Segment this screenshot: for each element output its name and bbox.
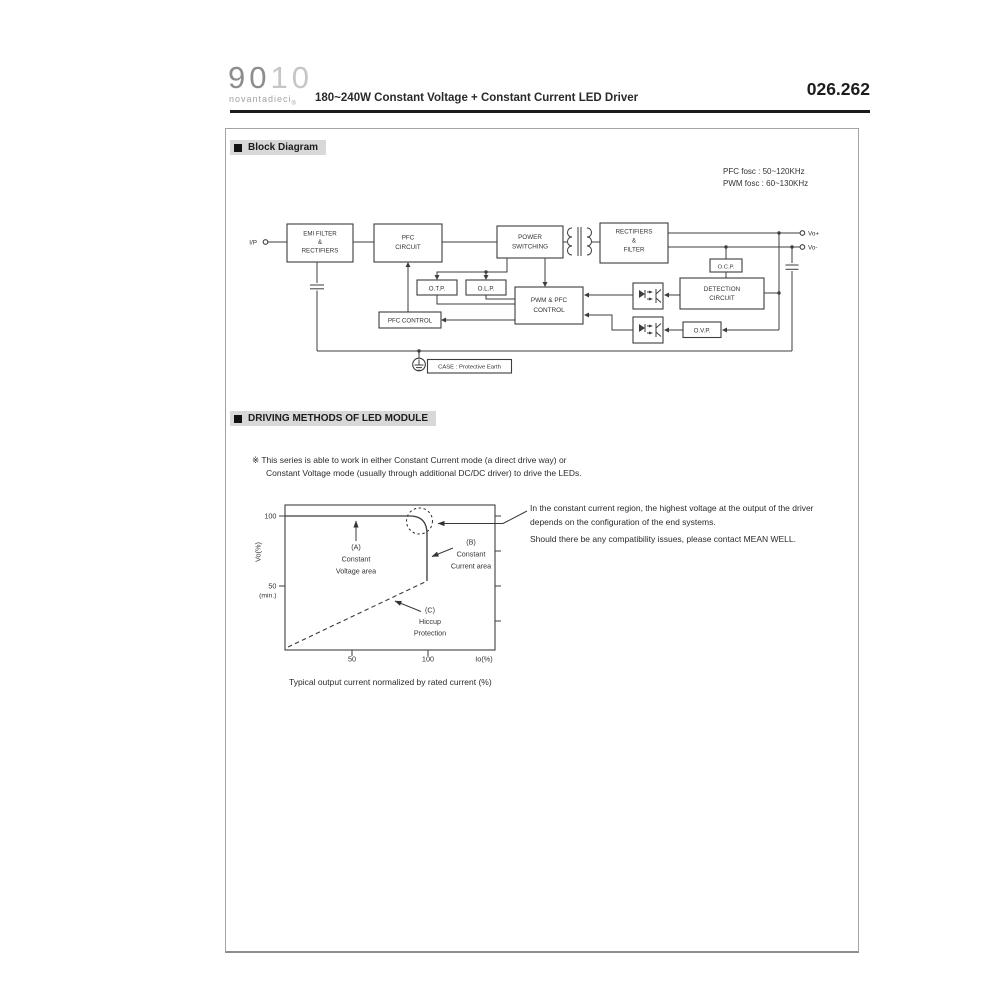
transition-dotted-circle bbox=[407, 508, 433, 534]
x-tick-100: 100 bbox=[421, 654, 435, 664]
arrowhead bbox=[584, 313, 589, 318]
junction-dot bbox=[777, 231, 780, 234]
section-heading-block-diagram bbox=[230, 140, 326, 155]
header-rule bbox=[230, 110, 870, 113]
y-capacitor-icon bbox=[310, 262, 324, 351]
driving-note-line-1: ※ This series is able to work in either Constant Current mode (a direct drive way) or bbox=[252, 455, 567, 465]
earth-label-box bbox=[428, 360, 512, 374]
vo-plus-terminal bbox=[800, 231, 805, 236]
note-marker: ※ bbox=[252, 455, 260, 465]
svg-text:Constant: Constant bbox=[341, 554, 371, 564]
block-ocp bbox=[710, 247, 742, 278]
svg-text:Voltage area: Voltage area bbox=[335, 566, 377, 576]
block-rectifiers-filter bbox=[600, 223, 668, 263]
svg-text:Hiccup: Hiccup bbox=[419, 617, 441, 626]
y-tick-50: 50 bbox=[268, 581, 277, 591]
annotation-a: (A) bbox=[351, 542, 361, 552]
arrowhead bbox=[664, 328, 669, 333]
y-axis-ticks bbox=[279, 516, 285, 586]
arrowhead bbox=[543, 282, 548, 287]
junction-dot bbox=[724, 245, 727, 248]
svg-text:RECTIFIERS: RECTIFIERS bbox=[301, 247, 339, 255]
junction-dot bbox=[777, 291, 780, 294]
output-capacitor-icon bbox=[786, 247, 799, 351]
svg-text:FILTER: FILTER bbox=[623, 246, 645, 254]
annotation-c: (C) bbox=[425, 605, 435, 615]
svg-text:CASE : Protective Earth: CASE : Protective Earth bbox=[438, 364, 501, 371]
section-heading-label: Block Diagram bbox=[248, 142, 319, 153]
chart-caption: Typical output current normalized by rated current (%) bbox=[289, 677, 492, 687]
junction-dot bbox=[417, 349, 420, 352]
svg-text:CONTROL: CONTROL bbox=[533, 307, 565, 314]
svg-text:POWER: POWER bbox=[518, 234, 542, 241]
vo-minus-terminal bbox=[800, 245, 805, 250]
y-tick-100: 100 bbox=[264, 511, 277, 521]
svg-text:DETECTION: DETECTION bbox=[703, 286, 741, 293]
page-title: 180~240W Constant Voltage + Constant Current LED Driver bbox=[315, 92, 639, 104]
pwm-fosc-note: PWM fosc : 60~130KHz bbox=[723, 179, 809, 188]
plot-frame bbox=[285, 505, 495, 650]
frequency-note bbox=[723, 166, 808, 190]
section-heading-driving-methods bbox=[230, 411, 436, 426]
arrowhead bbox=[484, 275, 489, 280]
vo-minus-label: Vo- bbox=[808, 244, 818, 252]
arrowhead bbox=[406, 262, 411, 267]
block-pfc-control bbox=[379, 312, 441, 328]
protective-earth-icon bbox=[413, 351, 426, 371]
brand-logo bbox=[228, 62, 313, 93]
registered-mark: ® bbox=[291, 100, 297, 107]
arrowhead bbox=[435, 275, 440, 280]
arrowhead bbox=[584, 293, 589, 298]
y-tick-min-note: (min.) bbox=[259, 592, 277, 600]
svg-text:PWM & PFC: PWM & PFC bbox=[530, 297, 568, 304]
driving-note-line-2: Constant Voltage mode (usually through additional DC/DC driver) to drive the LEDs. bbox=[266, 468, 582, 478]
transformer-icon bbox=[563, 227, 600, 256]
wire bbox=[589, 315, 633, 330]
section-heading-label: DRIVING METHODS OF LED MODULE bbox=[248, 413, 428, 424]
pfc-fosc-note: PFC fosc : 50~120KHz bbox=[723, 167, 805, 176]
svg-text:Protection: Protection bbox=[413, 628, 447, 638]
block-emi-filter-rectifiers bbox=[287, 224, 353, 262]
svg-text:Constant: Constant bbox=[456, 549, 486, 559]
junction-dot bbox=[790, 245, 793, 248]
optocoupler-icon bbox=[633, 283, 663, 309]
svg-text:EMI FILTER: EMI FILTER bbox=[303, 230, 337, 238]
junction-dot bbox=[484, 270, 487, 273]
svg-text:O.T.P.: O.T.P. bbox=[428, 285, 446, 293]
block-power-switching bbox=[497, 226, 563, 258]
block-ovp bbox=[683, 322, 721, 338]
section-bullet-icon bbox=[234, 415, 242, 423]
wire bbox=[486, 295, 515, 299]
svg-text:PFC: PFC bbox=[401, 234, 415, 242]
vo-plus-label: Vo+ bbox=[808, 230, 820, 238]
svg-text:O.L.P.: O.L.P. bbox=[477, 285, 495, 293]
logo-brand-name: novantadieci$_®$ bbox=[229, 94, 297, 107]
block-olp bbox=[466, 280, 506, 295]
block-pwm-pfc-control bbox=[515, 287, 583, 324]
callout-arrow bbox=[438, 511, 527, 524]
logo-numerals-dark: 90 bbox=[228, 60, 271, 95]
annotation-b-arrow bbox=[432, 548, 453, 557]
svg-text:O.V.P.: O.V.P. bbox=[693, 327, 711, 335]
svg-text:CIRCUIT: CIRCUIT bbox=[395, 244, 421, 251]
svg-text:CIRCUIT: CIRCUIT bbox=[709, 295, 735, 302]
constant-current-side-note: In the constant current region, the highest voltage at the output of the driver depends on the configuration of the end systems. Should there be any compatibility issues, please contact MEAN WELL. bbox=[530, 503, 814, 544]
x-axis-label: Io(%) bbox=[475, 654, 493, 664]
input-terminal bbox=[263, 240, 268, 245]
arrowhead bbox=[664, 293, 669, 298]
svg-text:&: & bbox=[317, 239, 323, 246]
arrowhead bbox=[722, 328, 727, 333]
right-edge-ticks bbox=[495, 516, 501, 621]
x-axis-ticks bbox=[352, 650, 428, 656]
block-diagram-svg bbox=[240, 205, 840, 385]
optocoupler-icon bbox=[633, 317, 663, 343]
hiccup-dashed-line bbox=[288, 581, 427, 647]
svg-text:SWITCHING: SWITCHING bbox=[511, 243, 549, 251]
y-axis-label: Vo(%) bbox=[253, 542, 263, 562]
block-pfc-circuit bbox=[374, 224, 442, 262]
svg-text:PFC CONTROL: PFC CONTROL bbox=[387, 317, 433, 325]
input-terminal-label: I/P bbox=[249, 239, 257, 247]
annotation-c-arrow bbox=[395, 601, 421, 612]
svg-text:Current area: Current area bbox=[450, 561, 492, 571]
svg-text:O.C.P.: O.C.P. bbox=[717, 264, 735, 271]
block-otp bbox=[417, 280, 457, 295]
block-detection-circuit bbox=[680, 278, 764, 309]
annotation-b: (B) bbox=[466, 537, 476, 547]
logo-numerals-light: 10 bbox=[270, 60, 313, 95]
x-tick-50: 50 bbox=[347, 654, 357, 664]
wire bbox=[437, 258, 507, 275]
svg-text:RECTIFIERS: RECTIFIERS bbox=[615, 228, 653, 236]
arrowhead bbox=[441, 318, 446, 323]
section-bullet-icon bbox=[234, 144, 242, 152]
svg-text:&: & bbox=[631, 237, 637, 245]
model-number: 026.262 bbox=[806, 79, 870, 99]
